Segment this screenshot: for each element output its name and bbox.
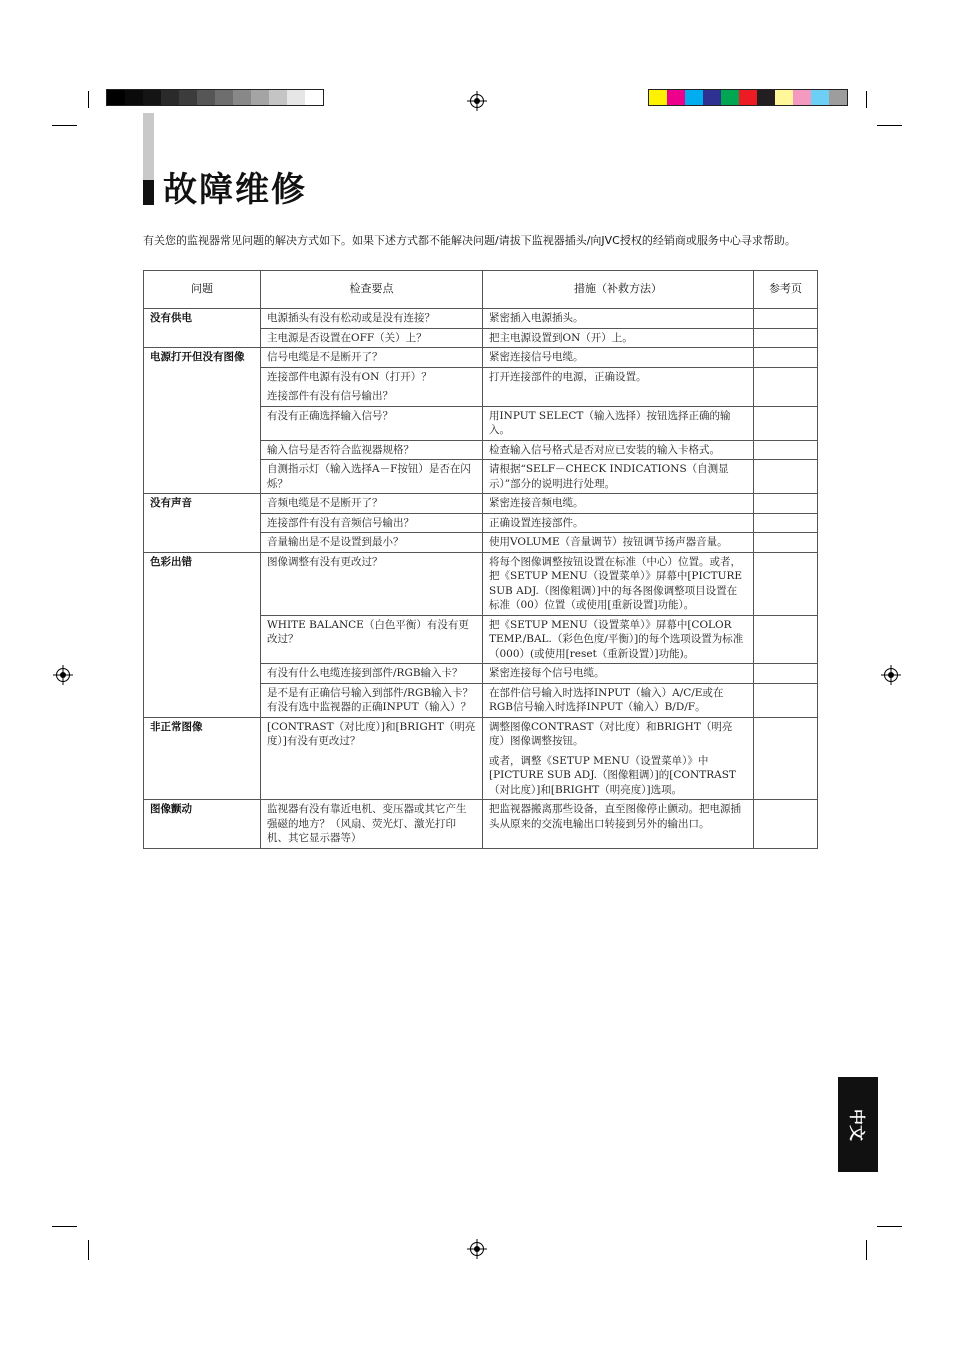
remedy-cell: 把主电源设置到ON（开）上。 xyxy=(483,328,754,348)
color-swatch xyxy=(197,90,215,105)
color-swatch xyxy=(829,90,847,105)
problem-cell: 色彩出错 xyxy=(144,552,261,717)
check-cell: 连接部件有没有音频信号输出？ xyxy=(261,513,483,533)
page-title: 故障维修 xyxy=(163,170,307,210)
ref-cell xyxy=(754,348,818,368)
troubleshooting-table xyxy=(143,270,818,849)
check-cell: [CONTRAST（对比度）]和[BRIGHT（明亮度）]有没有更改过？ xyxy=(261,717,483,800)
ref-cell xyxy=(754,552,818,615)
remedy-cell: 在部件信号输入时选择INPUT（输入）A/C/E或在RGB信号输入时选择INPUT（输入）B/D/F。 xyxy=(483,683,754,717)
ref-cell xyxy=(754,615,818,664)
registration-mark-icon xyxy=(470,94,484,108)
table-row xyxy=(144,494,818,514)
ref-cell xyxy=(754,460,818,494)
remedy-cell: 紧密连接每个信号电缆。 xyxy=(483,664,754,684)
check-text: 连接部件有没有信号输出？ xyxy=(267,390,393,402)
color-swatch xyxy=(757,90,775,105)
crop-mark xyxy=(88,91,89,108)
header-ref: 参考页 xyxy=(754,271,818,309)
check-cell: 音量输出是不是设置到最小？ xyxy=(261,533,483,553)
language-tab-label: 中文 xyxy=(847,1108,867,1141)
remedy-cell: 紧密插入电源插头。 xyxy=(483,309,754,329)
color-swatch xyxy=(161,90,179,105)
ref-cell xyxy=(754,367,818,406)
ref-cell xyxy=(754,717,818,800)
remedy-cell: 使用VOLUME（音量调节）按钮调节扬声器音量。 xyxy=(483,533,754,553)
remedy-cell: 正确设置连接部件。 xyxy=(483,513,754,533)
color-swatch xyxy=(685,90,703,105)
title-marker xyxy=(143,180,154,205)
color-calibration-bar xyxy=(648,89,848,106)
remedy-text: 或者，调整《SETUP MENU（设置菜单）》中[PICTURE SUB ADJ.（图像粗调）]的[CONTRAST（对比度）]和[BRIGHT（明亮度）]选项。 xyxy=(489,754,736,796)
check-text: 连接部件电源有没有ON（打开）？ xyxy=(267,370,432,383)
color-swatch xyxy=(739,90,757,105)
check-cell: 自测指示灯（输入选择A－F按钮）是否在闪烁？ xyxy=(261,460,483,494)
ref-cell xyxy=(754,533,818,553)
color-swatch xyxy=(703,90,721,105)
problem-cell: 没有声音 xyxy=(144,494,261,553)
remedy-cell xyxy=(483,717,754,800)
remedy-cell: 将每个图像调整按钮设置在标准（中心）位置。或者，把《SETUP MENU（设置菜单）》屏幕中[PICTURE SUB ADJ.（图像粗调）]中的每各图像调整项目设置在标准（00）位置（或使用[重新设置]功能）。 xyxy=(483,552,754,615)
crop-mark xyxy=(52,1226,77,1227)
ref-cell xyxy=(754,664,818,684)
color-swatch xyxy=(125,90,143,105)
check-cell: 信号电缆是不是断开了？ xyxy=(261,348,483,368)
problem-cell: 没有供电 xyxy=(144,309,261,348)
color-swatch xyxy=(667,90,685,105)
table-row xyxy=(144,717,818,800)
crop-mark xyxy=(866,1240,867,1260)
crop-mark xyxy=(52,125,77,126)
remedy-cell: 紧密连接信号电缆。 xyxy=(483,348,754,368)
problem-cell: 非正常图像 xyxy=(144,717,261,800)
check-cell xyxy=(261,367,483,406)
table-header-row xyxy=(144,271,818,309)
table-row xyxy=(144,552,818,615)
color-swatch xyxy=(233,90,251,105)
remedy-cell: 检查输入信号格式是否对应已安装的输入卡格式。 xyxy=(483,440,754,460)
color-swatch xyxy=(215,90,233,105)
color-swatch xyxy=(251,90,269,105)
gray-color-bar xyxy=(106,89,324,106)
color-swatch xyxy=(721,90,739,105)
ref-cell xyxy=(754,683,818,717)
color-swatch xyxy=(793,90,811,105)
check-cell: 主电源是否设置在OFF（关）上？ xyxy=(261,328,483,348)
header-check: 检查要点 xyxy=(261,271,483,309)
color-swatch xyxy=(305,90,323,105)
color-swatch xyxy=(775,90,793,105)
check-cell: WHITE BALANCE（白色平衡）有没有更改过？ xyxy=(261,615,483,664)
remedy-cell: 把监视器搬离那些设备，直至图像停止颤动。把电源插头从原来的交流电输出口转接到另外的输出口。 xyxy=(483,800,754,849)
registration-mark-icon xyxy=(470,1242,484,1256)
crop-mark xyxy=(88,1240,89,1260)
table-row xyxy=(144,309,818,329)
check-cell: 是不是有正确信号输入到部件/RGB输入卡？有没有选中监视器的正确INPUT（输入）？ xyxy=(261,683,483,717)
ref-cell xyxy=(754,513,818,533)
table-row xyxy=(144,348,818,368)
check-cell: 音频电缆是不是断开了？ xyxy=(261,494,483,514)
crop-mark xyxy=(866,91,867,108)
check-cell: 监视器有没有靠近电机、变压器或其它产生强磁的地方？（风扇、荧光灯、激光打印机、其它显示器等） xyxy=(261,800,483,849)
language-tab xyxy=(838,1077,878,1172)
check-cell: 有没有什么电缆连接到部件/RGB输入卡？ xyxy=(261,664,483,684)
registration-mark-icon xyxy=(884,668,898,682)
ref-cell xyxy=(754,309,818,329)
color-swatch xyxy=(179,90,197,105)
header-remedy: 措施（补救方法） xyxy=(483,271,754,309)
table-row xyxy=(144,800,818,849)
check-cell: 输入信号是否符合监视器规格？ xyxy=(261,440,483,460)
check-cell: 电源插头有没有松动或是没有连接？ xyxy=(261,309,483,329)
color-swatch xyxy=(811,90,829,105)
registration-mark-icon xyxy=(56,668,70,682)
color-swatch xyxy=(269,90,287,105)
color-swatch xyxy=(107,90,125,105)
crop-mark xyxy=(877,125,902,126)
color-swatch xyxy=(143,90,161,105)
ref-cell xyxy=(754,800,818,849)
problem-cell: 电源打开但没有图像 xyxy=(144,348,261,494)
ref-cell xyxy=(754,328,818,348)
problem-cell: 图像颤动 xyxy=(144,800,261,849)
check-cell: 图像调整有没有更改过？ xyxy=(261,552,483,615)
intro-text: 有关您的监视器常见问题的解决方式如下。如果下述方式都不能解决问题/请拔下监视器插头/向JVC授权的经销商或服务中心寻求帮助。 xyxy=(143,234,796,247)
ref-cell xyxy=(754,494,818,514)
remedy-cell: 把《SETUP MENU（设置菜单）》屏幕中[COLOR TEMP./BAL.（彩色色度/平衡）]的每个选项设置为标准（000）(或使用[reset（重新设置）]功能)。 xyxy=(483,615,754,664)
check-cell: 有没有正确选择输入信号？ xyxy=(261,406,483,440)
color-swatch xyxy=(287,90,305,105)
color-swatch xyxy=(649,90,667,105)
remedy-cell: 打开连接部件的电源，正确设置。 xyxy=(483,367,754,406)
remedy-cell: 用INPUT SELECT（输入选择）按钮选择正确的输入。 xyxy=(483,406,754,440)
ref-cell xyxy=(754,440,818,460)
ref-cell xyxy=(754,406,818,440)
crop-mark xyxy=(877,1226,902,1227)
remedy-cell: 紧密连接音频电缆。 xyxy=(483,494,754,514)
header-problem: 问题 xyxy=(144,271,261,309)
remedy-cell: 请根据“SELF－CHECK INDICATIONS（自测显示）”部分的说明进行处理。 xyxy=(483,460,754,494)
remedy-text: 调整图像CONTRAST（对比度）和BRIGHT（明亮度）图像调整按钮。 xyxy=(489,720,733,747)
